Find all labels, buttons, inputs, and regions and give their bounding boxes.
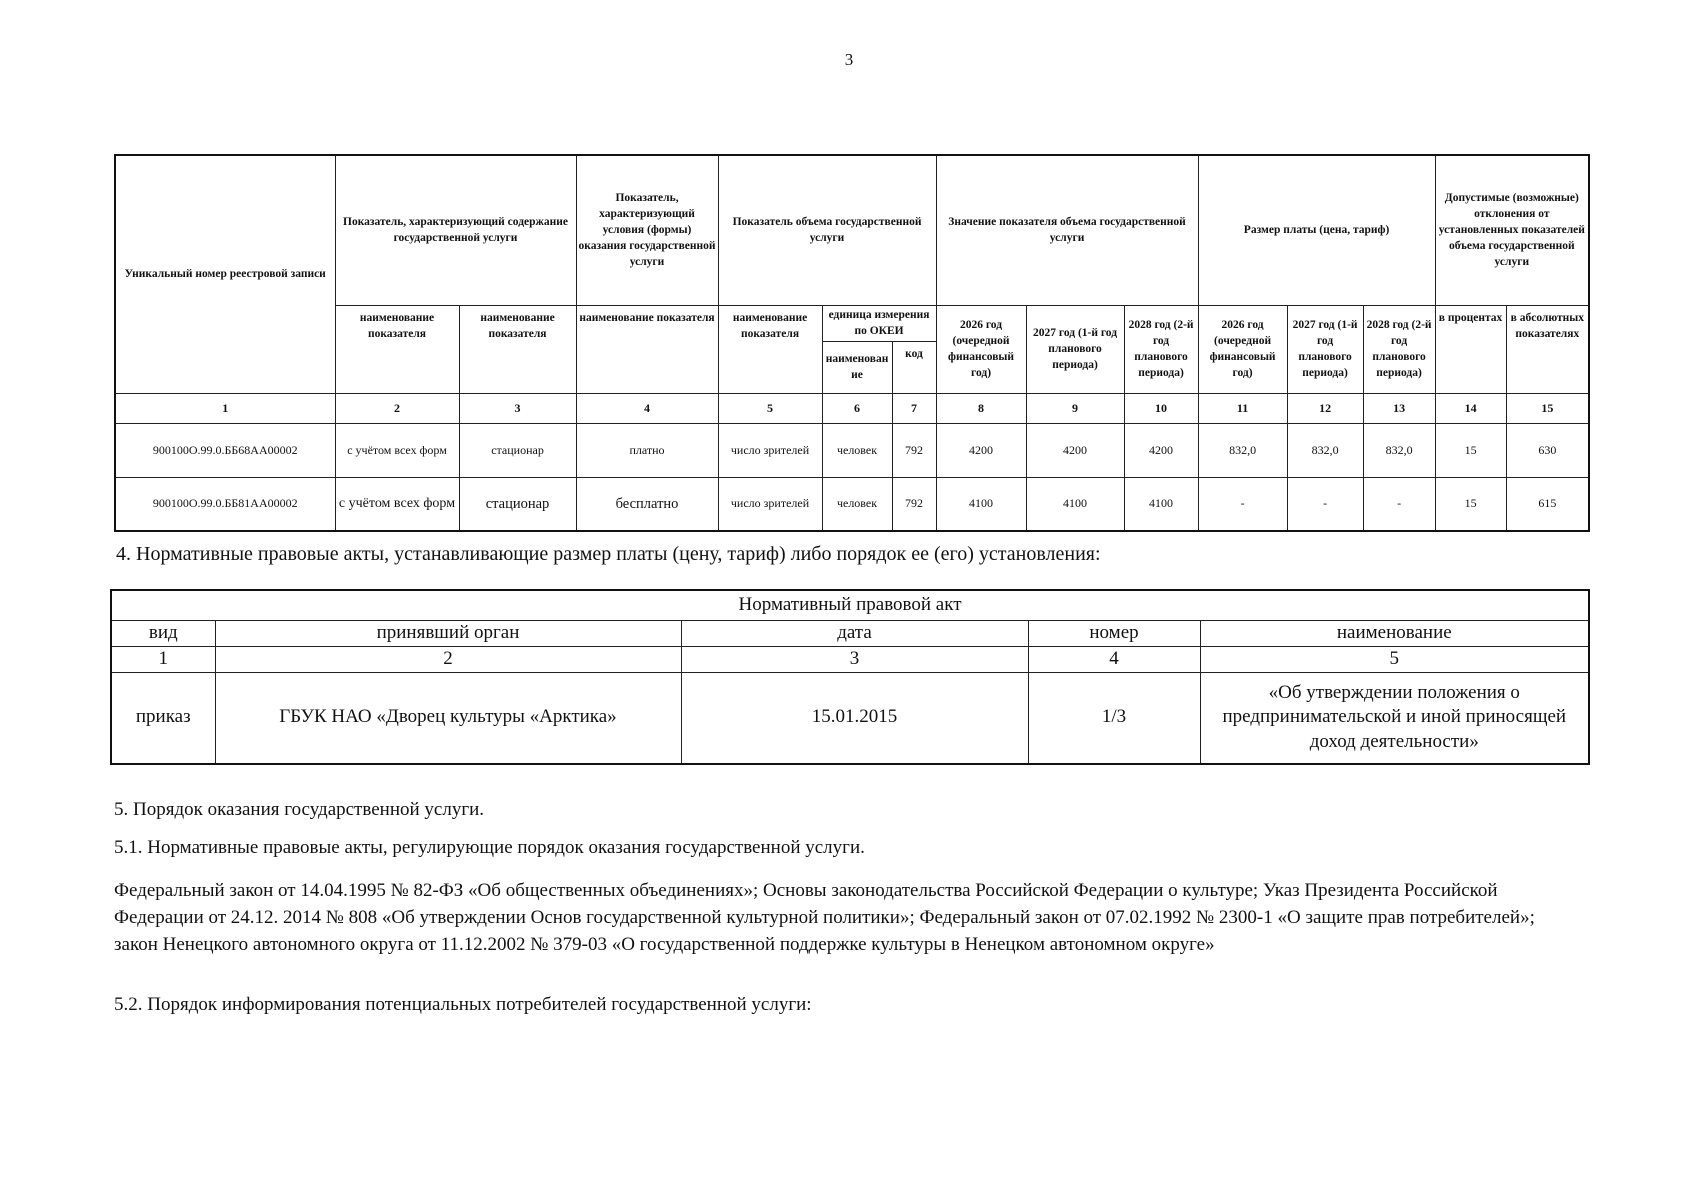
column-header: номер: [1028, 620, 1200, 646]
column-number: 9: [1026, 393, 1124, 423]
table-row: [115, 423, 1589, 477]
name-indicator-header: наименование показателя: [335, 305, 459, 393]
table-cell: 15.01.2015: [681, 672, 1028, 764]
okei-unit-header: единица измерения по ОКЕИ: [822, 305, 936, 341]
column-header: вид: [111, 620, 215, 646]
okei-code-header: код: [892, 341, 936, 393]
column-number: 7: [892, 393, 936, 423]
column-number: 6: [822, 393, 892, 423]
table-cell: 630: [1506, 423, 1589, 477]
table-header-row: [111, 590, 1589, 620]
column-number: 2: [215, 646, 681, 672]
volume-value-header: Значение показателя объема государственной услуги: [936, 155, 1198, 305]
table-cell: 4100: [1124, 477, 1198, 531]
column-number: 2: [335, 393, 459, 423]
year-2028-header: 2028 год (2-й год планового периода): [1124, 305, 1198, 393]
column-header: наименование: [1200, 620, 1589, 646]
section-heading: 5.2. Порядок информирования потенциальных потребителей государственной услуги:: [114, 994, 812, 1015]
content-indicator-header: Показатель, характеризующий содержание государственной услуги: [335, 155, 576, 305]
fee-header: Размер платы (цена, тариф): [1198, 155, 1435, 305]
column-number: 3: [459, 393, 576, 423]
column-header: принявший орган: [215, 620, 681, 646]
table-cell: 4100: [936, 477, 1026, 531]
legal-act-title: Нормативный правовой акт: [111, 590, 1589, 620]
table-cell: число зрителей: [718, 423, 822, 477]
deviations-header: Допустимые (возможные) отклонения от установленных показателей объема государственной услуги: [1435, 155, 1589, 305]
column-number: 5: [718, 393, 822, 423]
okei-name-header: наименован ие: [822, 341, 892, 393]
table-cell: «Об утверждении положения о предпринимательской и иной приносящей доход деятельности»: [1200, 672, 1589, 764]
registry-number-cell: 900100О.99.0.ББ81АА00002: [115, 477, 335, 531]
section-heading: 5. Порядок оказания государственной услуги.: [114, 799, 485, 820]
column-number: 14: [1435, 393, 1506, 423]
year-2027-header: 2027 год (1-й год планового периода): [1026, 305, 1124, 393]
column-number: 1: [111, 646, 215, 672]
column-number: 10: [1124, 393, 1198, 423]
table-cell: с учётом всех форм: [335, 477, 459, 531]
table-cell: 1/3: [1028, 672, 1200, 764]
table-cell: стационар: [459, 477, 576, 531]
absolute-header: в абсолютных показателях: [1506, 305, 1589, 393]
section-heading: 4. Нормативные правовые акты, устанавливающие размер платы (цену, тариф) либо порядок ее (его) установления:: [116, 543, 1101, 565]
fee-2027-header: 2027 год (1-й год планового периода): [1287, 305, 1363, 393]
column-number: 5: [1200, 646, 1589, 672]
table-cell: 615: [1506, 477, 1589, 531]
table-cell: -: [1287, 477, 1363, 531]
column-number: 1: [115, 393, 335, 423]
table-cell: 832,0: [1287, 423, 1363, 477]
name-indicator-header: наименование показателя: [718, 305, 822, 393]
column-number: 3: [681, 646, 1028, 672]
table-cell: человек: [822, 477, 892, 531]
table-row: [115, 477, 1589, 531]
table-cell: 832,0: [1198, 423, 1287, 477]
column-number: 4: [576, 393, 718, 423]
column-header: дата: [681, 620, 1028, 646]
registry-number-header: Уникальный номер реестровой записи: [115, 155, 335, 393]
table-cell: 792: [892, 423, 936, 477]
table-row: [111, 672, 1589, 764]
legal-acts-table: [110, 589, 1590, 765]
table-header-row: [115, 155, 1589, 305]
table-cell: человек: [822, 423, 892, 477]
service-volume-table: [114, 154, 1590, 532]
table-header-row: [111, 620, 1589, 646]
name-indicator-header: наименование показателя: [459, 305, 576, 393]
table-cell: 15: [1435, 477, 1506, 531]
column-number-row: [111, 646, 1589, 672]
table-cell: 4200: [1124, 423, 1198, 477]
table-cell: число зрителей: [718, 477, 822, 531]
table-cell: 4200: [936, 423, 1026, 477]
table-cell: стационар: [459, 423, 576, 477]
page-number: 3: [844, 50, 854, 69]
year-2026-header: 2026 год (очередной финансовый год): [936, 305, 1026, 393]
volume-indicator-header: Показатель объема государственной услуги: [718, 155, 936, 305]
percent-header: в процентах: [1435, 305, 1506, 393]
column-number: 4: [1028, 646, 1200, 672]
table-cell: 4100: [1026, 477, 1124, 531]
table-subheader-row: [115, 305, 1589, 341]
column-number: 13: [1363, 393, 1435, 423]
section-heading: 5.1. Нормативные правовые акты, регулирующие порядок оказания государственной услуги.: [114, 837, 865, 858]
paragraph: Федеральный закон от 14.04.1995 № 82-ФЗ «Об общественных объединениях»; Основы законодательства Российской Федерации о культуре; Указ Президента Российской Федерации от 24.12. 2014 № 808 «Об утверждении Основ государственной культурной политики»; Федеральный закон от 07.02.1992 № 2300-1 «О защите прав потребителей»; закон Ненецкого автономного округа от 11.12.2002 № 379-03 «О государственной поддержке культуры в Ненецком автономном округе»: [114, 880, 1535, 955]
fee-2028-header: 2028 год (2-й год планового периода): [1363, 305, 1435, 393]
table-cell: 4200: [1026, 423, 1124, 477]
table-cell: 15: [1435, 423, 1506, 477]
column-number: 12: [1287, 393, 1363, 423]
fee-2026-header: 2026 год (очередной финансовый год): [1198, 305, 1287, 393]
table-cell: бесплатно: [576, 477, 718, 531]
table-cell: платно: [576, 423, 718, 477]
table-cell: с учётом всех форм: [335, 423, 459, 477]
table-cell: -: [1363, 477, 1435, 531]
registry-number-cell: 900100О.99.0.ББ68АА00002: [115, 423, 335, 477]
table-cell: 832,0: [1363, 423, 1435, 477]
table-cell: ГБУК НАО «Дворец культуры «Арктика»: [215, 672, 681, 764]
column-number: 8: [936, 393, 1026, 423]
table-cell: приказ: [111, 672, 215, 764]
name-indicator-header: наименование показателя: [576, 305, 718, 393]
table-cell: -: [1198, 477, 1287, 531]
conditions-indicator-header: Показатель, характеризующий условия (формы) оказания государственной услуги: [576, 155, 718, 305]
table-cell: 792: [892, 477, 936, 531]
column-number: 15: [1506, 393, 1589, 423]
column-number: 11: [1198, 393, 1287, 423]
column-number-row: [115, 393, 1589, 423]
